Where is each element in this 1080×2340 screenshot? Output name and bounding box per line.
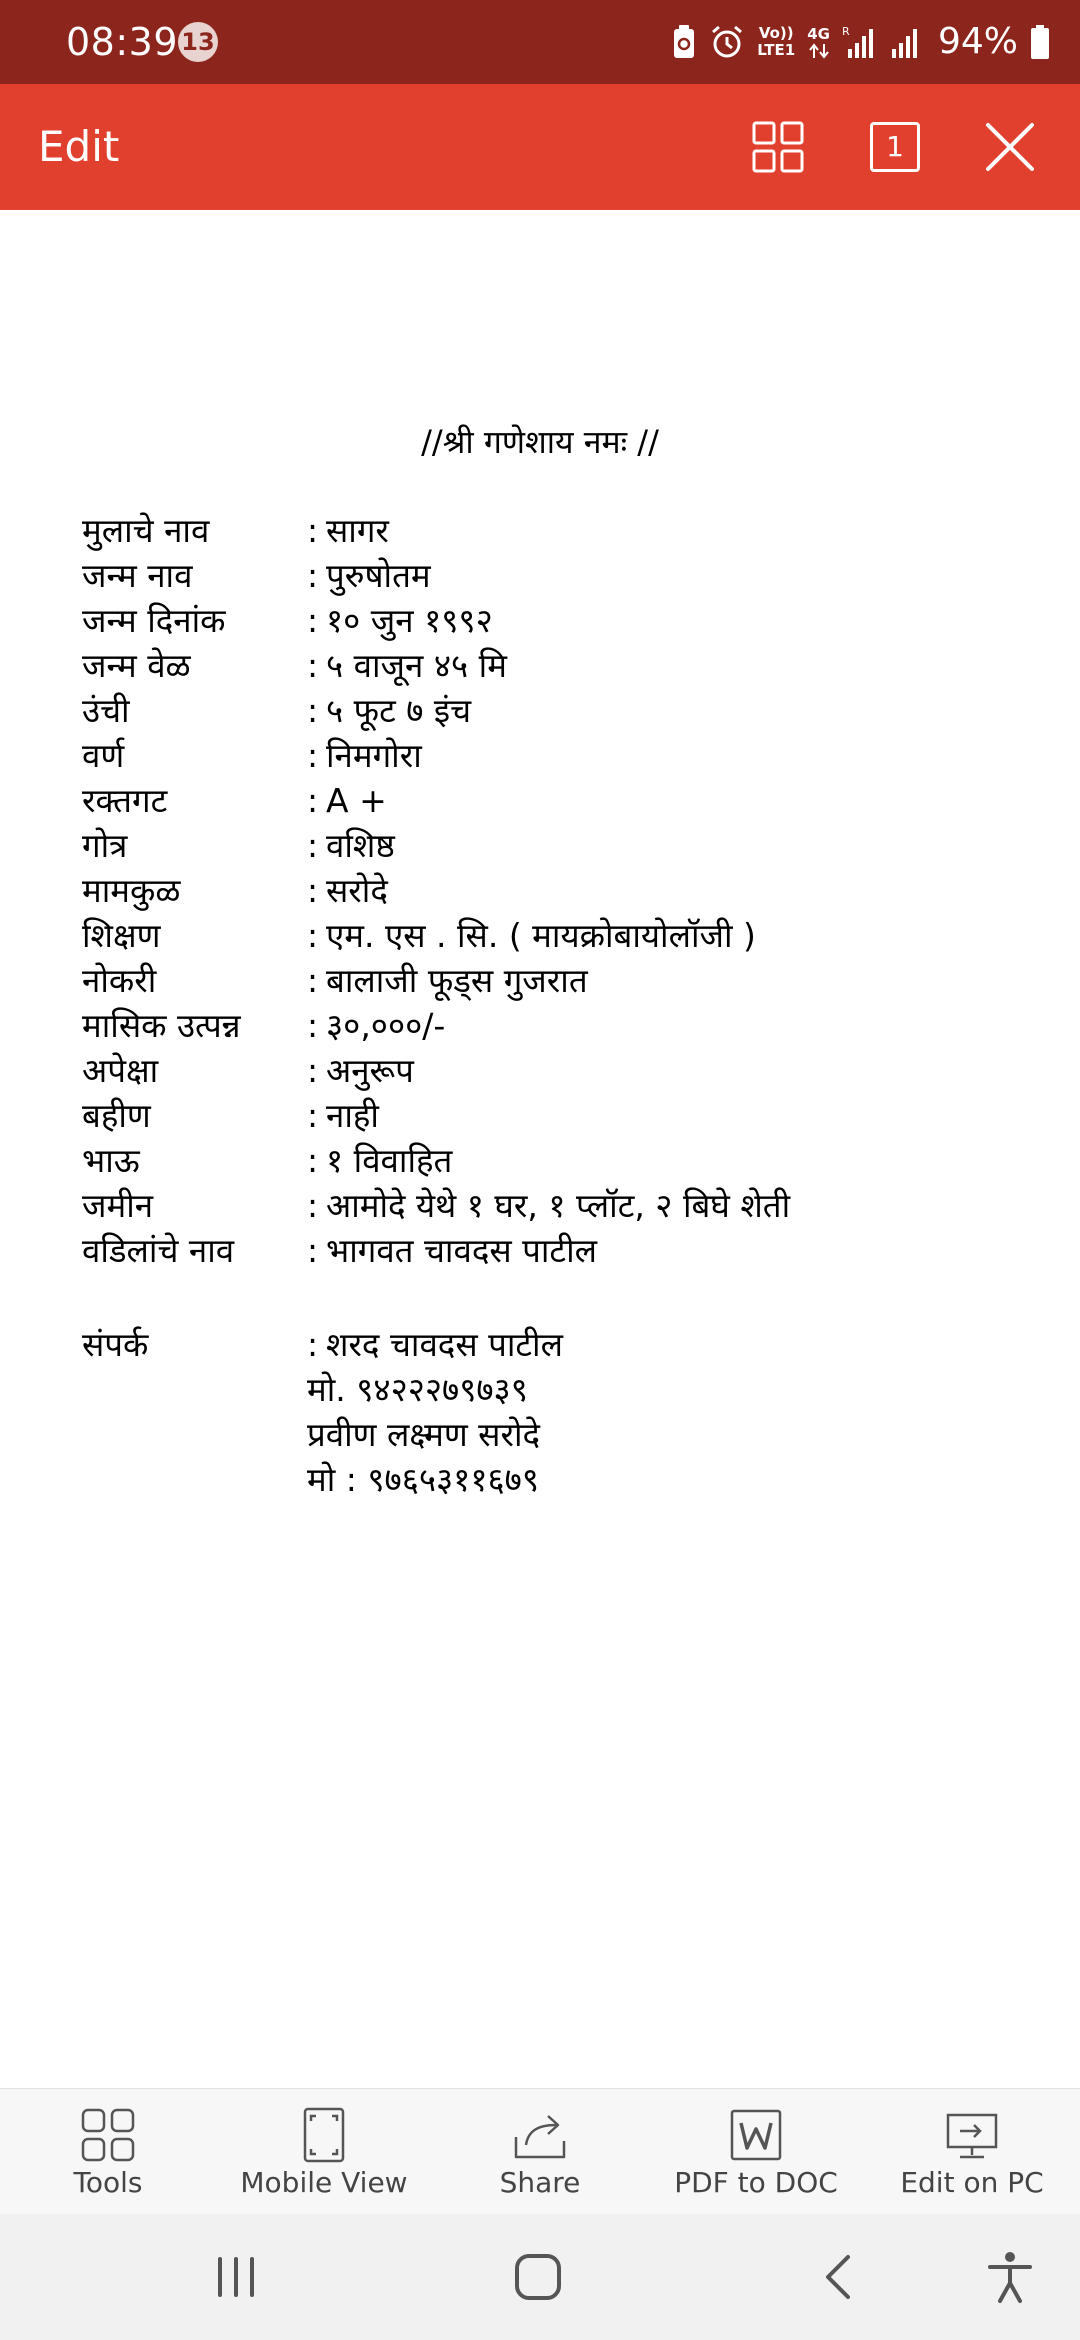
tools-grid-icon — [80, 2107, 136, 2163]
edit-on-pc-button[interactable] — [864, 2089, 1080, 2215]
row-separator: : — [307, 826, 319, 865]
row-value: भागवत चावदस पाटील — [326, 1231, 597, 1270]
pdf-document-page[interactable] — [0, 210, 1080, 2088]
row-label: उंची — [82, 691, 130, 730]
biodata-list — [82, 508, 1042, 1273]
row-label: मामकुळ — [82, 871, 181, 910]
row-value: निमगोरा — [326, 736, 422, 775]
row-separator: : — [307, 961, 319, 1000]
tools-label: Tools — [73, 2166, 143, 2199]
svg-text:R: R — [841, 25, 850, 38]
row-separator: : — [307, 1186, 319, 1225]
signal-strength-icon-1 — [842, 25, 876, 59]
row-label: बहीण — [82, 1096, 151, 1135]
row-value: ५ वाजून ४५ मि — [326, 646, 507, 685]
biodata-row — [82, 958, 1042, 1003]
status-icons — [671, 16, 1050, 68]
row-label: जमीन — [82, 1186, 154, 1225]
row-value: १० जुन १९९२ — [326, 601, 493, 640]
row-label: नोकरी — [82, 961, 157, 1000]
battery-saver-icon — [671, 24, 697, 60]
biodata-row — [82, 823, 1042, 868]
tools-button[interactable] — [0, 2089, 216, 2215]
row-separator: : — [307, 556, 319, 595]
pdf-to-doc-label: PDF to DOC — [674, 2166, 838, 2199]
row-label: अपेक्षा — [82, 1051, 159, 1090]
row-separator: : — [307, 1006, 319, 1045]
word-doc-icon — [728, 2107, 784, 2163]
row-value: पुरुषोतम — [326, 556, 431, 595]
row-value: ५ फूट ७ इंच — [326, 691, 472, 730]
biodata-row — [82, 688, 1042, 733]
biodata-row — [82, 868, 1042, 913]
row-value: ३०,०००/- — [326, 1006, 446, 1045]
row-value: १ विवाहित — [326, 1141, 453, 1180]
row-value: बालाजी फूड्स गुजरात — [326, 961, 588, 1000]
biodata-row — [82, 1183, 1042, 1228]
row-label: मासिक उत्पन्न — [82, 1006, 241, 1045]
row-separator: : — [307, 736, 319, 775]
grid-view-icon[interactable] — [748, 117, 808, 177]
back-icon[interactable] — [810, 2247, 870, 2307]
row-value: नाही — [326, 1096, 379, 1135]
pdf-to-doc-button[interactable] — [648, 2089, 864, 2215]
contact-row — [82, 1412, 1042, 1457]
row-label: भाऊ — [82, 1141, 140, 1180]
biodata-row — [82, 508, 1042, 553]
bottom-toolbar — [0, 2088, 1080, 2214]
app-bar — [0, 84, 1080, 210]
contact-section — [82, 1322, 1042, 1502]
recent-apps-icon[interactable] — [206, 2247, 266, 2307]
volte-label: Vo)) — [758, 24, 794, 42]
row-label: शिक्षण — [82, 916, 161, 955]
row-label: वर्ण — [82, 736, 125, 775]
row-value: अनुरूप — [326, 1051, 414, 1090]
alarm-icon — [709, 24, 745, 60]
lte-label: LTE1 — [757, 41, 796, 59]
network-type-label: 4G — [807, 24, 830, 43]
row-separator: : — [307, 1051, 319, 1090]
edit-on-pc-label: Edit on PC — [900, 2166, 1044, 2199]
row-value: एम. एस . सि. ( मायक्रोबायोलॉजी ) — [326, 916, 756, 955]
row-label: मुलाचे नाव — [82, 511, 210, 550]
edit-button[interactable]: Edit — [38, 122, 120, 171]
row-separator: : — [307, 601, 319, 640]
contact-phone-2: मो : ९७६५३११६७९ — [307, 1460, 539, 1499]
biodata-row — [82, 1228, 1042, 1273]
share-button[interactable] — [432, 2089, 648, 2215]
row-label: जन्म वेळ — [82, 646, 191, 685]
row-separator: : — [307, 1141, 319, 1180]
status-bar — [0, 0, 1080, 84]
row-value: आमोदे येथे १ घर, १ प्लॉट, २ बिघे शेती — [326, 1186, 791, 1225]
row-label: रक्तगट — [82, 781, 168, 820]
contact-name-2: प्रवीण लक्ष्मण सरोदे — [307, 1415, 541, 1454]
row-label: गोत्र — [82, 826, 128, 865]
page-count-button[interactable] — [870, 122, 920, 172]
system-navigation-bar — [0, 2214, 1080, 2340]
status-time: 08:39 — [66, 20, 179, 64]
accessibility-icon[interactable] — [980, 2247, 1040, 2307]
contact-row — [82, 1322, 1042, 1367]
data-indicator — [807, 26, 830, 59]
row-label: वडिलांचे नाव — [82, 1231, 235, 1270]
row-separator: : — [307, 646, 319, 685]
battery-icon — [1030, 24, 1050, 60]
battery-percentage: 94% — [937, 21, 1018, 62]
data-arrows-icon — [809, 43, 829, 59]
biodata-row — [82, 1093, 1042, 1138]
close-icon[interactable] — [980, 117, 1040, 177]
row-value: सागर — [326, 511, 389, 550]
mobile-view-button[interactable] — [216, 2089, 432, 2215]
mobile-view-label: Mobile View — [240, 2166, 408, 2199]
contact-phone-1: मो. ९४२२२७९७३९ — [307, 1370, 528, 1409]
share-icon — [512, 2107, 568, 2163]
biodata-row — [82, 778, 1042, 823]
row-label: जन्म दिनांक — [82, 601, 226, 640]
row-separator: : — [307, 691, 319, 730]
row-separator: : — [307, 1325, 319, 1364]
row-label: जन्म नाव — [82, 556, 193, 595]
row-separator: : — [307, 781, 319, 820]
monitor-icon — [944, 2107, 1000, 2163]
home-icon[interactable] — [508, 2247, 568, 2307]
biodata-row — [82, 913, 1042, 958]
row-separator: : — [307, 916, 319, 955]
row-separator: : — [307, 1231, 319, 1270]
contact-row — [82, 1367, 1042, 1412]
biodata-row — [82, 733, 1042, 778]
contact-name-1: शरद चावदस पाटील — [326, 1325, 563, 1364]
document-header: //श्री गणेशाय नमः // — [421, 423, 659, 461]
page-number: 1 — [886, 130, 904, 163]
biodata-row — [82, 598, 1042, 643]
biodata-row — [82, 1138, 1042, 1183]
biodata-row — [82, 643, 1042, 688]
notification-count-badge: 13 — [178, 22, 218, 62]
row-value: वशिष्ठ — [326, 826, 395, 865]
row-separator: : — [307, 1096, 319, 1135]
row-separator: : — [307, 511, 319, 550]
row-separator: : — [307, 871, 319, 910]
biodata-row — [82, 1048, 1042, 1093]
volte-indicator — [757, 25, 795, 59]
contact-row — [82, 1457, 1042, 1502]
share-label: Share — [499, 2166, 581, 2199]
signal-strength-icon-2 — [888, 25, 922, 59]
contact-label: संपर्क — [82, 1325, 149, 1364]
row-value: सरोदे — [326, 871, 388, 910]
row-value: A + — [326, 781, 387, 820]
biodata-row — [82, 1003, 1042, 1048]
mobile-view-icon — [296, 2107, 352, 2163]
biodata-row — [82, 553, 1042, 598]
